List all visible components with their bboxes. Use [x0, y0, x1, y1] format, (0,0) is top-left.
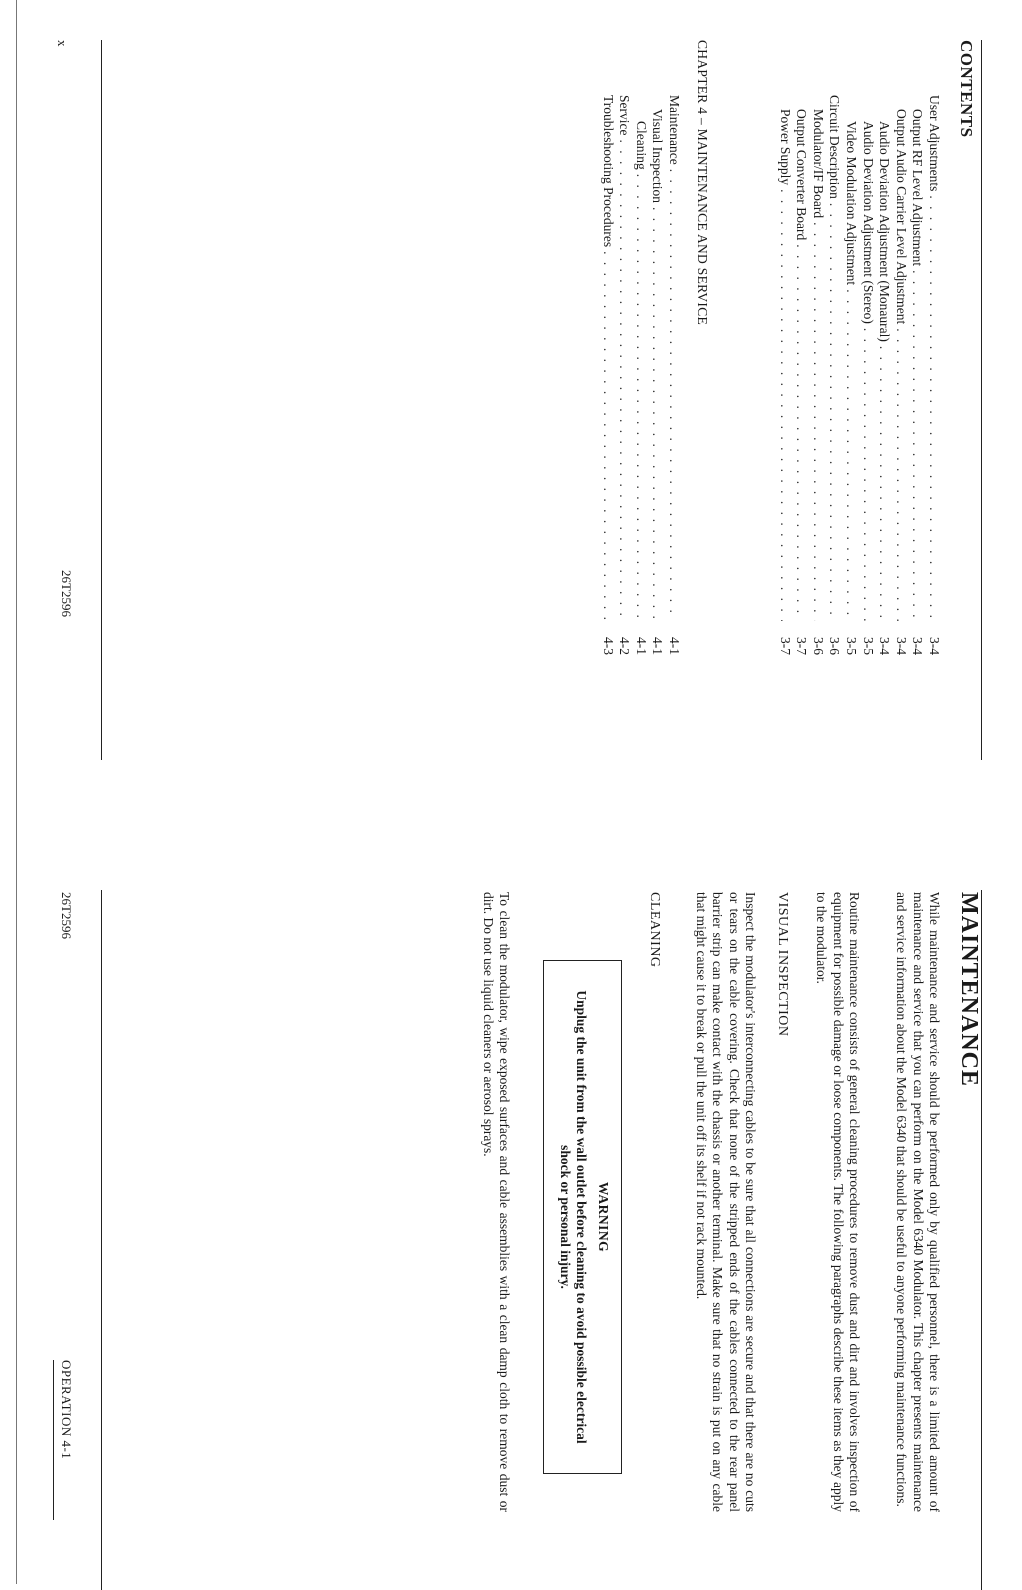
intro-paragraph: While maintenance and service should be performed only by qualified personnel, there is a limited amount of maintenance and service that you can perform on the Model 6340 Modulator. This chapter presents maintenance and service information about the Model 6340 that should be useful to anyone performing maintenance functions. — [894, 892, 942, 1512]
cleaning-paragraph: To clean the modulator, wipe exposed surfaces and cable assemblies with a clean damp cloth to remove dust or dirt. Do not use liquid cleaners or aerosol sprays. — [480, 892, 512, 1512]
toc-entry-title: Maintenance — [667, 95, 682, 165]
toc-leader-dots — [793, 244, 810, 621]
maintenance-page — [0, 820, 1022, 1560]
visual-inspection-paragraph: Inspect the modulator's interconnecting cables to be sure that all connections are secure and that there are no cuts or tears on the cable covering. Check that none of the stripped ends of the cables connected to the rear panel barrier strip can make contact with the chassis or another terminal. Make sure that no strain is put on any cable that might cause it to break or pull the unit off its shelf if not rack mounted. — [693, 892, 758, 1512]
toc-leader-dots — [876, 346, 893, 621]
maintenance-title: MAINTENANCE — [956, 892, 982, 1088]
toc-entry-page: 3-6 — [810, 637, 826, 655]
toc-entry-page: 4-2 — [617, 637, 633, 655]
warning-box — [543, 960, 622, 1474]
visual-inspection-heading: VISUAL INSPECTION — [775, 892, 790, 1037]
doc-code-left: 26T2596 — [59, 570, 74, 617]
toc-entry-page: 3-7 — [794, 637, 810, 655]
toc-list-chapter3 — [776, 95, 942, 655]
toc-entry-title: User Adjustments — [927, 95, 942, 192]
toc-leader-dots — [649, 207, 666, 621]
top-rule — [981, 40, 982, 760]
toc-entry-title: Troubleshooting Procedures — [600, 95, 616, 248]
toc-entry — [649, 95, 666, 655]
doc-code-right: 26T2596 — [59, 892, 74, 939]
toc-entry-title: Service — [617, 95, 633, 136]
chapter-4-heading: CHAPTER 4 – MAINTENANCE AND SERVICE — [695, 40, 710, 326]
toc-leader-dots — [665, 169, 682, 621]
toc-entry-page: 3-4 — [910, 637, 926, 655]
toc-leader-dots — [859, 328, 876, 621]
toc-leader-dots — [826, 203, 843, 621]
toc-entry-page: 3-7 — [777, 637, 793, 655]
toc-entry-title: Audio Deviation Adjustment (Stereo) — [860, 121, 876, 324]
cleaning-heading: CLEANING — [647, 892, 662, 968]
toc-leader-dots — [599, 251, 616, 621]
toc-entry — [909, 95, 926, 655]
warning-text: Unplug the unit from the wall outlet before cleaning to avoid possible electrical shock or personal injury. — [557, 990, 589, 1444]
toc-entry-title: Cleaning — [633, 121, 649, 170]
toc-entry — [793, 95, 810, 655]
toc-entry — [859, 95, 876, 655]
toc-entry-page: 3-6 — [827, 637, 843, 655]
toc-entry-page: 3-4 — [893, 637, 909, 655]
toc-entry-page: 3-5 — [860, 637, 876, 655]
toc-entry-title: Audio Deviation Adjustment (Monaural) — [877, 121, 893, 342]
toc-entry — [665, 95, 682, 655]
toc-leader-dots — [616, 139, 633, 621]
footer-underline — [53, 1360, 54, 1520]
toc-entry-title: Output RF Level Adjustment — [910, 109, 926, 267]
toc-entry — [599, 95, 616, 655]
page-folio: x — [55, 40, 70, 47]
page-footer: OPERATION 4-1 — [59, 1360, 74, 1460]
toc-list-chapter4 — [599, 95, 682, 655]
toc-leader-dots — [632, 174, 649, 621]
bottom-rule-right — [101, 890, 102, 1590]
routine-paragraph: Routine maintenance consists of general cleaning procedures to remove dust and dirt and involves inspection of equipment for possible damage or loose components. The following paragraphs describe these items as they apply to the modulator. — [814, 892, 862, 1512]
toc-entry — [826, 95, 843, 655]
toc-leader-dots — [809, 222, 826, 621]
toc-entry-page: 4-1 — [650, 637, 666, 655]
scan-edge-line — [16, 0, 17, 1584]
toc-entry-title: Output Audio Carrier Level Adjustment — [893, 109, 909, 325]
toc-entry-title: Circuit Description — [827, 95, 843, 199]
toc-entry — [776, 95, 793, 655]
toc-entry-title: Modulator/IF Board — [810, 109, 826, 219]
toc-entry-page: 3-5 — [844, 637, 860, 655]
toc-entry — [616, 95, 633, 655]
bottom-rule-left — [101, 40, 102, 760]
toc-leader-dots — [842, 289, 859, 621]
toc-entry-title: Power Supply — [777, 109, 793, 186]
toc-entry-page: 3-4 — [877, 637, 893, 655]
toc-entry-title: Video Modulation Adjustment — [844, 121, 860, 286]
toc-leader-dots — [776, 189, 793, 621]
contents-title: CONTENTS — [957, 40, 976, 138]
toc-entry-page: 4-1 — [633, 637, 649, 655]
toc-entry — [809, 95, 826, 655]
toc-leader-dots — [892, 328, 909, 621]
toc-leader-dots — [909, 270, 926, 621]
contents-page — [0, 40, 1022, 740]
toc-entry-title: Visual Inspection — [650, 109, 666, 204]
toc-entry — [892, 95, 909, 655]
toc-leader-dots — [925, 195, 942, 621]
toc-entry-page: 3-4 — [927, 637, 942, 655]
toc-entry-title: Output Converter Board — [794, 109, 810, 241]
toc-entry — [876, 95, 893, 655]
toc-entry — [632, 95, 649, 655]
toc-entry — [842, 95, 859, 655]
warning-title: WARNING — [596, 1181, 611, 1253]
toc-entry — [925, 95, 942, 655]
toc-entry-page: 4-1 — [667, 637, 682, 655]
toc-entry-page: 4-3 — [600, 637, 616, 655]
